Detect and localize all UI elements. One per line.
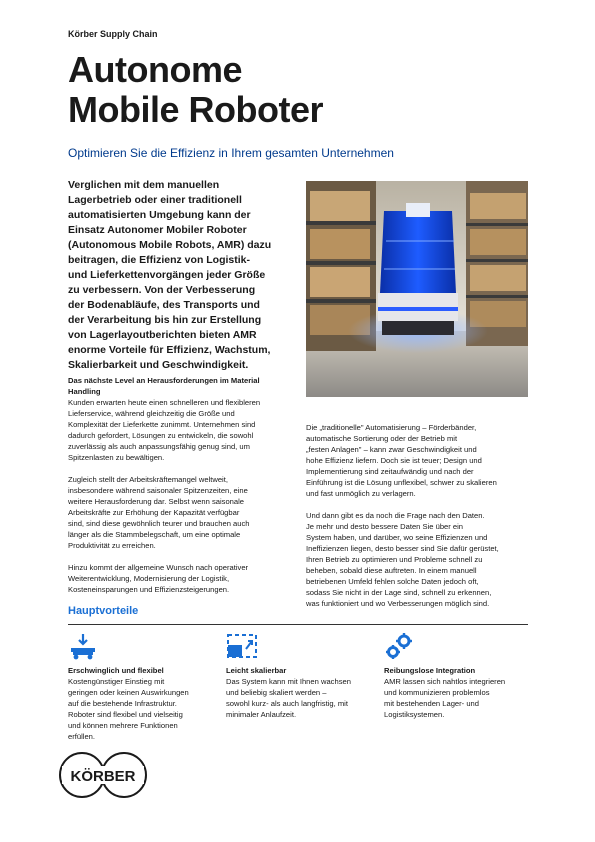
lead-line: von Lagerlayoutberichten bieten AMR xyxy=(68,329,257,341)
text-line: AMR lassen sich nahtlos integrieren xyxy=(384,677,506,686)
text-line: Kosteneinsparungen und Effizienzsteigerungen. xyxy=(68,585,230,594)
koerber-logo xyxy=(58,750,148,800)
lead-line: Verglichen mit dem manuellen xyxy=(68,179,220,191)
lead-line: (Autonomous Mobile Robots, AMR) dazu xyxy=(68,239,272,251)
text-line: Die „traditionelle" Automatisierung – Förderbänder, xyxy=(306,423,477,432)
text-line: sodass Sie nicht in der Lage sind, schnell zu erkennen, xyxy=(306,588,492,597)
text-line: Ihren Betrieb zu optimieren und Probleme schnell zu xyxy=(306,555,483,564)
feature-text xyxy=(384,676,534,720)
text-line: beheben, sobald diese auftreten. In einem manuell xyxy=(306,566,477,575)
text-line: insbesondere während saisonaler Spitzenzeiten, eine xyxy=(68,486,248,495)
text-line: zuverlässig als auch anpassungsfähig genug sind, um xyxy=(68,442,250,451)
cart-icon xyxy=(68,632,218,662)
automation-section xyxy=(306,422,528,609)
text-line: Lieferservice, während gleichzeitig die Größe und xyxy=(68,409,235,418)
text-line: Spitzenlasten zu bewältigen. xyxy=(68,453,165,462)
lead-line: der Bodenabläufe, des Transports und xyxy=(68,299,260,311)
text-line: Je mehr und desto bessere Daten Sie über ein xyxy=(306,522,464,531)
paragraph xyxy=(68,474,298,551)
lead-line: Einsatz Autonomer Mobiler Roboter xyxy=(68,224,247,236)
feature-integration xyxy=(384,632,534,720)
scale-icon xyxy=(226,632,376,662)
text-line: erfüllen. xyxy=(68,732,96,741)
text-line: betriebenen Umfeld fehlen solche Daten jedoch oft, xyxy=(306,577,479,586)
text-line: auf die bestehende Infrastruktur. xyxy=(68,699,177,708)
lead-line: und Lieferkettenvorgängen jeder Größe xyxy=(68,269,266,281)
text-line: Hinzu kommt der allgemeine Wunsch nach operativer xyxy=(68,563,249,572)
text-line: sind, sind diese gewöhnlich teurer und brauchen auch xyxy=(68,519,250,528)
text-line: Ineffizienzen liegen, desto besser sind Sie dafür gerüstet, xyxy=(306,544,499,553)
feature-text xyxy=(68,676,218,742)
feature-heading: Leicht skalierbar xyxy=(226,666,287,675)
lead-paragraph xyxy=(68,178,296,373)
challenges-section xyxy=(68,375,298,595)
text-line: Zugleich stellt der Arbeitskräftemangel weltweit, xyxy=(68,475,228,484)
robot-photo xyxy=(306,181,528,397)
benefits-heading: Hauptvorteile xyxy=(68,605,139,617)
text-line: Implementierung sind zeitaufwändig und nach der xyxy=(306,467,474,476)
text-line: Arbeitskräfte zur Erhöhung der Kapazität verfügbar xyxy=(68,508,240,517)
lead-line: enorme Vorteile für Effizienz, Wachstum, xyxy=(68,344,271,356)
title-line-1: Autonome xyxy=(68,49,242,90)
page-title xyxy=(68,50,323,130)
lead-line: Skalierbarkeit und Geschwindigkeit. xyxy=(68,359,249,371)
text-line: „festen Anlagen" – kann zwar Geschwindigkeit und xyxy=(306,445,477,454)
text-line: Logistiksystemen. xyxy=(384,710,445,719)
lead-line: der Verarbeitung bis hin zur Erstellung xyxy=(68,314,262,326)
feature-scalable xyxy=(226,632,376,720)
text-line: Kostengünstiger Einstieg mit xyxy=(68,677,165,686)
text-line: automatische Sortierung oder der Betrieb mit xyxy=(306,434,458,443)
text-line: minimaler Anlaufzeit. xyxy=(226,710,297,719)
lead-line: zu verbessern. Von der Verbesserung xyxy=(68,284,256,296)
text-line: hohe Effizienz liefern. Doch sie ist teuer; Design und xyxy=(306,456,482,465)
text-line: Roboter sind flexibel und vielseitig xyxy=(68,710,183,719)
text-line: Kunden erwarten heute einen schnelleren und flexibleren xyxy=(68,398,261,407)
feature-heading: Erschwinglich und flexibel xyxy=(68,666,164,675)
page-subtitle: Optimieren Sie die Effizienz in Ihrem gesamten Unternehmen xyxy=(68,146,394,160)
text-line: dadurch gefordert, Lösungen zu entwickeln, die sowohl xyxy=(68,431,254,440)
text-line: Komplexität der Lieferkette zunimmt. Unternehmen sind xyxy=(68,420,256,429)
heading-line: Das nächste Level an Herausforderungen im Material xyxy=(68,376,260,385)
text-line: System haben, und darüber, wo seine Effizienzen und xyxy=(306,533,488,542)
heading-line: Handling xyxy=(68,387,101,396)
logo-text: KÖRBER xyxy=(70,768,136,785)
text-line: mit bestehenden Lager- und xyxy=(384,699,479,708)
text-line: Einführung ist die Lösung unflexibel, schwer zu skalieren xyxy=(306,478,497,487)
divider xyxy=(68,624,528,625)
text-line: was funktioniert und wo Verbesserungen möglich sind. xyxy=(306,599,490,608)
paragraph xyxy=(306,422,528,499)
paragraph xyxy=(306,510,528,609)
lead-line: automatisierten Umgebung kann der xyxy=(68,209,251,221)
text-line: und können mehrere Funktionen xyxy=(68,721,178,730)
text-line: und beliebig skaliert werden – xyxy=(226,688,327,697)
lead-line: beitragen, die Effizienz von Logistik- xyxy=(68,254,251,266)
text-line: weitere Herausforderung dar. Selbst wenn saisonale xyxy=(68,497,245,506)
paragraph xyxy=(68,397,298,463)
feature-text xyxy=(226,676,376,720)
lead-line: Lagerbetrieb oder einer traditionell xyxy=(68,194,242,206)
text-line: und fast unmöglich zu verlagern. xyxy=(306,489,416,498)
robot-illustration xyxy=(306,181,528,397)
paragraph xyxy=(68,562,298,595)
feature-affordable xyxy=(68,632,218,742)
brand-name: Körber Supply Chain xyxy=(68,29,158,39)
text-line: und kommunizieren problemlos xyxy=(384,688,490,697)
title-line-2: Mobile Roboter xyxy=(68,89,323,130)
text-line: länger als die Stammbelegschaft, um eine optimale xyxy=(68,530,241,539)
text-line: Das System kann mit Ihnen wachsen xyxy=(226,677,351,686)
text-line: Und dann gibt es da noch die Frage nach den Daten. xyxy=(306,511,485,520)
text-line: Produktivität zu erreichen. xyxy=(68,541,156,550)
text-line: geringen oder keinen Auswirkungen xyxy=(68,688,189,697)
text-line: sowohl kurz- als auch langfristig, mit xyxy=(226,699,348,708)
challenges-heading xyxy=(68,375,298,397)
feature-heading: Reibungslose Integration xyxy=(384,666,476,675)
text-line: Weiterentwicklung, Modernisierung der Logistik, xyxy=(68,574,230,583)
gears-icon xyxy=(384,632,534,662)
